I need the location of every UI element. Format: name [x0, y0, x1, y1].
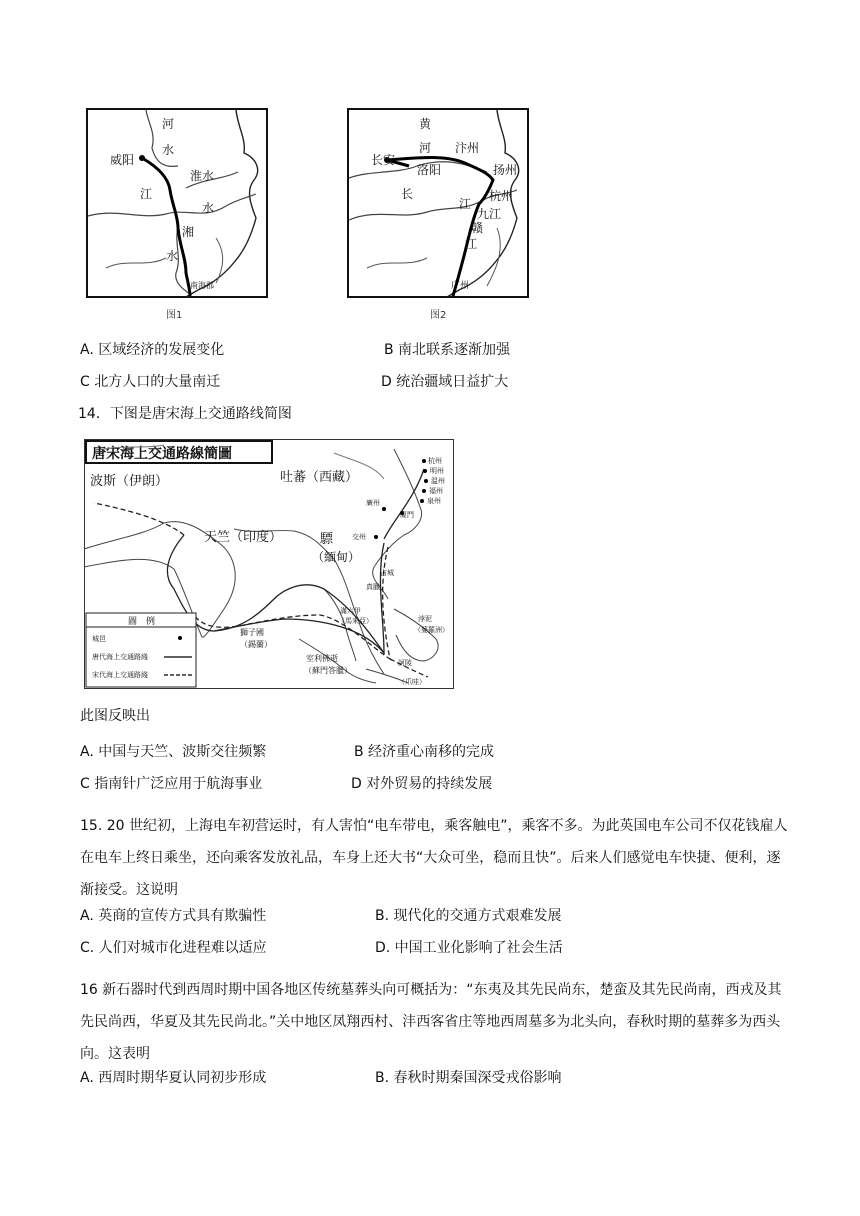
fig2-label-12: 广州: [451, 281, 470, 291]
place-heling: 訶陵: [398, 659, 412, 667]
fig1-label-3: 淮水: [190, 169, 215, 183]
region-burma: （緬甸）: [312, 550, 361, 564]
place-fuzhou: 福州: [429, 487, 443, 495]
place-quanzhou: 泉州: [427, 497, 441, 505]
place-zhenla: 真臘: [366, 583, 380, 591]
q14-sea-route-map: [84, 439, 454, 689]
place-mingzhou: 明州: [430, 467, 444, 475]
region-persia: 波斯（伊朗）: [90, 474, 169, 489]
figure-1-caption: 图1: [166, 310, 183, 321]
fig1-label-7: 水: [166, 249, 179, 263]
region-tubo: 吐蕃（西藏）: [280, 470, 359, 485]
q14-prompt: 此图反映出: [80, 708, 150, 724]
fig1-label-0: 河: [162, 117, 175, 131]
q14-option-b: B 经济重心南移的完成: [354, 744, 495, 760]
q14-option-a: A. 中国与天竺、波斯交往频繁: [80, 744, 267, 760]
fig2-label-2: 长安: [371, 153, 396, 167]
place-poluozhou: （婆羅洲）: [414, 626, 449, 634]
fig2-label-6: 长: [401, 187, 414, 201]
place-shiziguo: 獅子國: [240, 628, 264, 637]
place-boni: 浡泥: [418, 615, 432, 623]
fig2-label-3: 洛阳: [417, 163, 442, 177]
q15-stem: 15. 20 世纪初，上海电车初营运时，有人害怕“电车带电，乘客触电”，乘客不多。为此英国电车公司不仅花钱雇人在电车上终日乘坐，还向乘客发放礼品，车身上还大书“大众可坐，稳而且快”。后来人们感觉电车快捷、便利，逐渐接受。这说明: [80, 818, 788, 898]
fig1-label-4: 江: [140, 187, 153, 201]
place-jiaozhou: 交州: [352, 533, 366, 541]
legend-tang-route: 唐代海上交通路綫: [92, 653, 148, 661]
place-malaiya: （馬來亞）: [338, 617, 373, 625]
figure-2-map: [347, 108, 529, 298]
fig2-label-0: 黄: [419, 117, 432, 131]
q16-stem: 16 新石器时代到西周时期中国各地区传统墓葬头向可概括为：“东夷及其先民尚东，楚蛮及其先民尚南，西戎及其先民尚西，华夏及其先民尚北。”关中地区凤翔西村、沣西客省庄等地西周墓多为北头向，春秋时期的墓葬多为西头向。这表明: [80, 982, 782, 1062]
fig2-label-11: 江: [465, 237, 478, 251]
place-xiamen: 廈門: [400, 511, 414, 519]
q15-option-d: D. 中国工业化影响了社会生活: [375, 940, 563, 956]
fig1-label-6: 湘: [182, 225, 195, 239]
q16-option-b: B. 春秋时期秦国深受戎俗影响: [375, 1070, 562, 1086]
q14-stem: 14．下图是唐宋海上交通路线简图: [78, 406, 292, 422]
legend-city: 城邑: [92, 635, 106, 643]
fig2-label-7: 杭州: [489, 189, 514, 203]
q13-option-c: C 北方人口的大量南迁: [80, 374, 221, 390]
fig2-label-9: 九江: [477, 207, 502, 221]
place-wenzhou: 温州: [431, 477, 445, 485]
fig2-label-10: 赣: [471, 221, 484, 235]
figure-1-map: [86, 108, 268, 298]
legend-title: 圖 例: [128, 617, 156, 627]
place-guangzhou: 廣州: [366, 499, 380, 507]
place-sumendala: （蘇門答臘）: [304, 666, 352, 675]
fig1-label-5: 水: [202, 201, 215, 215]
q15-option-b: B. 现代化的交通方式艰难发展: [375, 908, 562, 924]
q13-option-d: D 统治疆域日益扩大: [381, 374, 509, 390]
fig1-label-1: 水: [162, 143, 175, 157]
map-legend: [86, 613, 196, 687]
sea-map-title: 唐宋海上交通路線簡圖: [92, 446, 232, 462]
place-hangzhou: 杭州: [428, 457, 442, 465]
q15-option-c: C. 人们对城市化进程难以适应: [80, 940, 267, 956]
fig1-label-2: 威阳: [110, 153, 135, 167]
place-manliujia: 滿六甲: [340, 607, 361, 615]
fig2-label-4: 汴州: [455, 141, 480, 155]
q14-option-d: D 对外贸易的持续发展: [351, 776, 493, 792]
fig2-label-8: 江: [459, 197, 472, 211]
fig2-label-5: 扬州: [493, 163, 518, 177]
place-zhancheng: 占城: [380, 569, 394, 577]
q15-option-a: A. 英商的宣传方式具有欺骗性: [80, 908, 267, 924]
q16-option-a: A. 西周时期华夏认同初步形成: [80, 1070, 267, 1086]
q14-option-c: C 指南针广泛应用于航海事业: [80, 776, 263, 792]
region-piao: 驃: [320, 532, 334, 547]
q13-option-a: A. 区域经济的发展变化: [80, 342, 225, 358]
place-zhaowa: （爪哇）: [398, 678, 426, 686]
fig1-label-8: 南海郡: [190, 281, 214, 290]
place-shilifoshi: 室利佛逝: [306, 654, 338, 663]
figure-2-caption: 图2: [430, 310, 447, 321]
q13-option-b: B 南北联系逐渐加强: [384, 342, 511, 358]
legend-song-route: 宋代海上交通路綫: [92, 671, 148, 679]
place-xilan: （錫蘭）: [240, 640, 272, 649]
fig2-label-1: 河: [419, 141, 432, 155]
region-tianzhu: 天竺（印度）: [204, 530, 283, 545]
